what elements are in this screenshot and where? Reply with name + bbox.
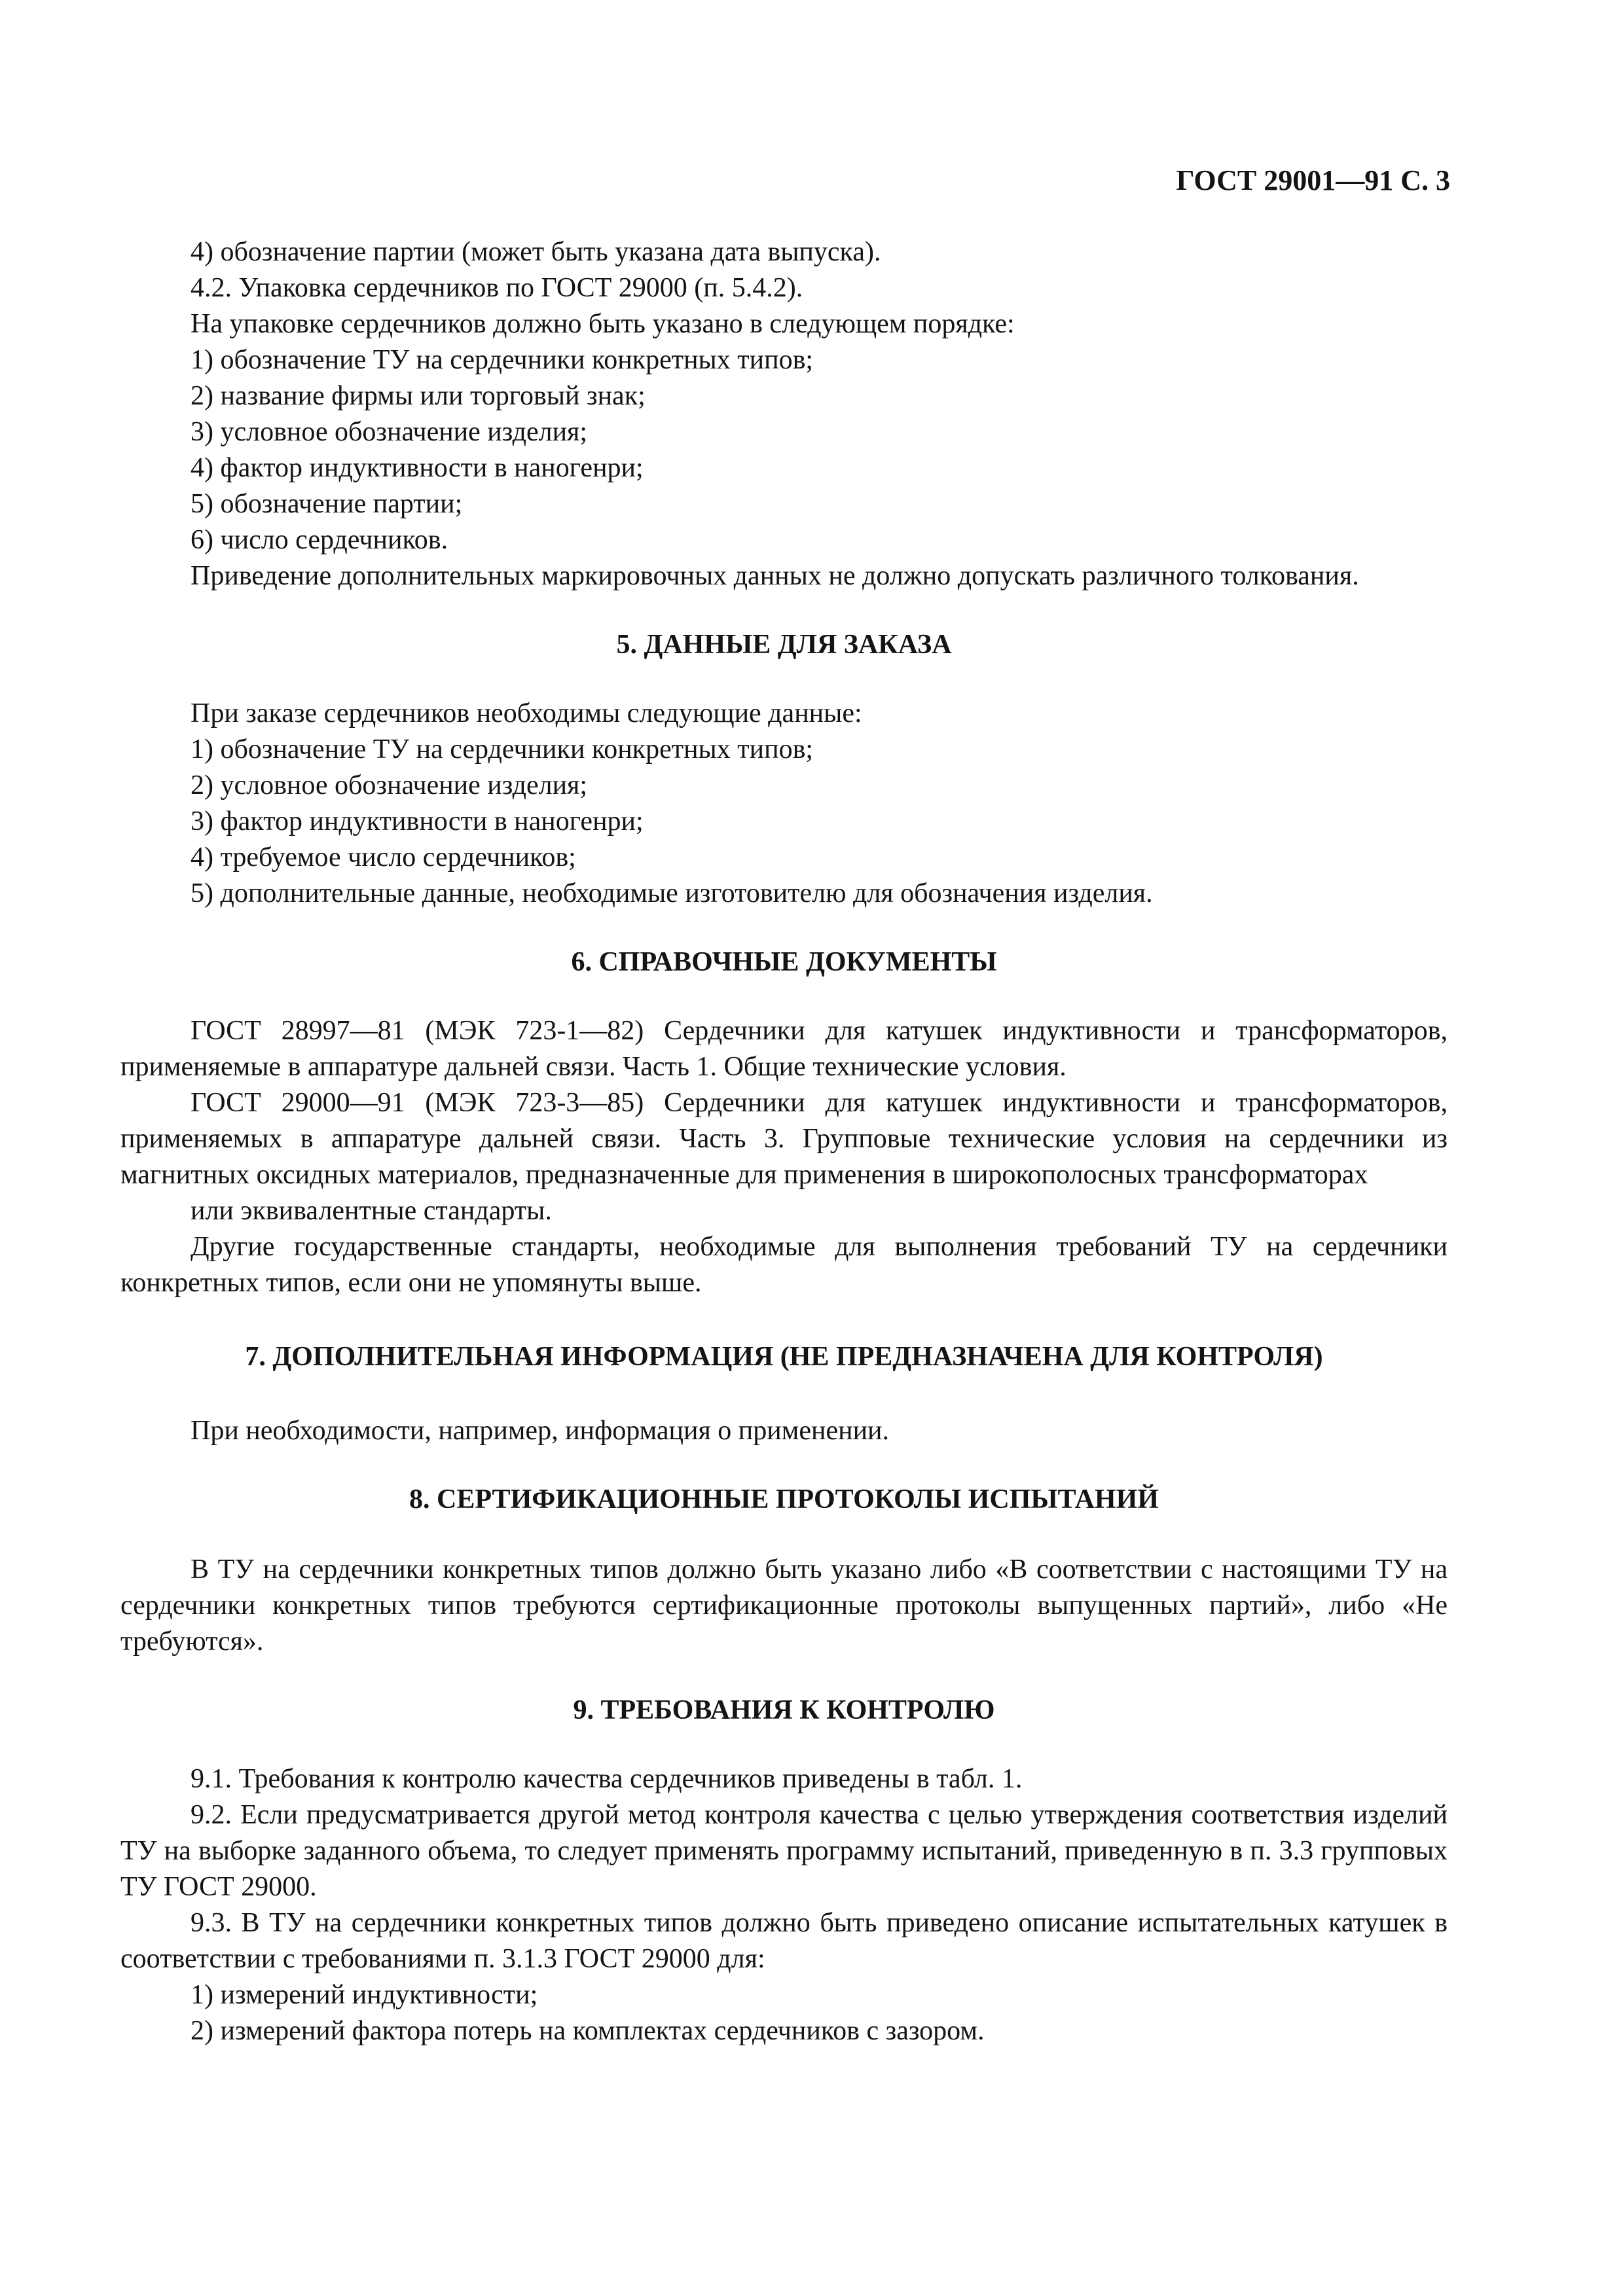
- packing-item: 6) число сердечников.: [191, 525, 448, 555]
- marking-item-4: 4) обозначение партии (может быть указана дата выпуска).: [191, 237, 881, 267]
- section-9-title: 9. ТРЕБОВАНИЯ К КОНТРОЛЮ: [573, 1695, 995, 1725]
- order-item: 3) фактор индуктивности в наногенри;: [191, 806, 644, 836]
- certification-text: В ТУ на сердечники конкретных типов должно быть указано либо «В соответствии с настоящими ТУ на сердечники конкретных типов требуются сертификационные протоколы выпущенных партий», либо «Не требуются».: [120, 1554, 1448, 1657]
- packing-item: 2) название фирмы или торговый знак;: [191, 381, 646, 411]
- test-coil-item: 2) измерений фактора потерь на комплектах сердечников с зазором.: [191, 2016, 985, 2046]
- clause-9-3: 9.3. В ТУ на сердечники конкретных типов должно быть приведено описание испытательных катушек в соответствии с требованиями п. 3.1.3 ГОСТ 29000 для:: [120, 1908, 1448, 1974]
- section-5-title: 5. ДАННЫЕ ДЛЯ ЗАКАЗА: [616, 630, 952, 660]
- clause-9-2: 9.2. Если предусматривается другой метод контроля качества с целью утверждения соответствия изделий ТУ на выборке заданного объема, то следует применять программу испытаний, приведенную в п. 3.3 групповых ТУ ГОСТ 29000.: [120, 1800, 1448, 1902]
- clause-9-1: 9.1. Требования к контролю качества сердечников приведены в табл. 1.: [191, 1764, 1023, 1794]
- packing-item: 4) фактор индуктивности в наногенри;: [191, 453, 644, 483]
- order-item: 2) условное обозначение изделия;: [191, 770, 588, 800]
- section-7-title: 7. ДОПОЛНИТЕЛЬНАЯ ИНФОРМАЦИЯ (НЕ ПРЕДНАЗНАЧЕНА ДЛЯ КОНТРОЛЯ): [245, 1342, 1323, 1372]
- test-coil-item: 1) измерений индуктивности;: [191, 1980, 538, 2010]
- reference-gost-29000: ГОСТ 29000—91 (МЭК 723-3—85) Сердечники для катушек индуктивности и трансформаторов, применяемых в аппаратуре дальней связи. Часть 3. Групповые технические условия на сердечники из магнитных оксидных материалов, предназначенные для применения в широкополосных трансформаторах: [120, 1088, 1448, 1190]
- section-6-title: 6. СПРАВОЧНЫЕ ДОКУМЕНТЫ: [571, 947, 997, 977]
- packing-intro: На упаковке сердечников должно быть указано в следующем порядке:: [191, 309, 1015, 339]
- reference-other: Другие государственные стандарты, необходимые для выполнения требований ТУ на сердечники конкретных типов, если они не упомянуты выше.: [120, 1232, 1448, 1298]
- packing-item: 3) условное обозначение изделия;: [191, 417, 588, 447]
- order-item: 4) требуемое число сердечников;: [191, 842, 576, 872]
- reference-equivalents: или эквивалентные стандарты.: [191, 1196, 552, 1226]
- page-header: ГОСТ 29001—91 С. 3: [1176, 164, 1450, 196]
- reference-gost-28997: ГОСТ 28997—81 (МЭК 723-1—82) Сердечники для катушек индуктивности и трансформаторов, применяемые в аппаратуре дальней связи. Часть 1. Общие технические условия.: [120, 1016, 1448, 1082]
- order-intro: При заказе сердечников необходимы следующие данные:: [191, 698, 862, 728]
- section-8-title: 8. СЕРТИФИКАЦИОННЫЕ ПРОТОКОЛЫ ИСПЫТАНИЙ: [409, 1484, 1159, 1515]
- packing-item: 1) обозначение ТУ на сердечники конкретных типов;: [191, 345, 814, 375]
- document-body: [120, 234, 1448, 2049]
- order-item: 1) обозначение ТУ на сердечники конкретных типов;: [191, 734, 814, 764]
- packing-item: 5) обозначение партии;: [191, 489, 463, 519]
- order-item: 5) дополнительные данные, необходимые изготовителю для обозначения изделия.: [191, 878, 1153, 908]
- additional-info: При необходимости, например, информация о применении.: [191, 1416, 890, 1446]
- packing-closing: Приведение дополнительных маркировочных данных не должно допускать различного толкования.: [191, 561, 1359, 591]
- clause-4-2: 4.2. Упаковка сердечников по ГОСТ 29000 (п. 5.4.2).: [191, 273, 803, 303]
